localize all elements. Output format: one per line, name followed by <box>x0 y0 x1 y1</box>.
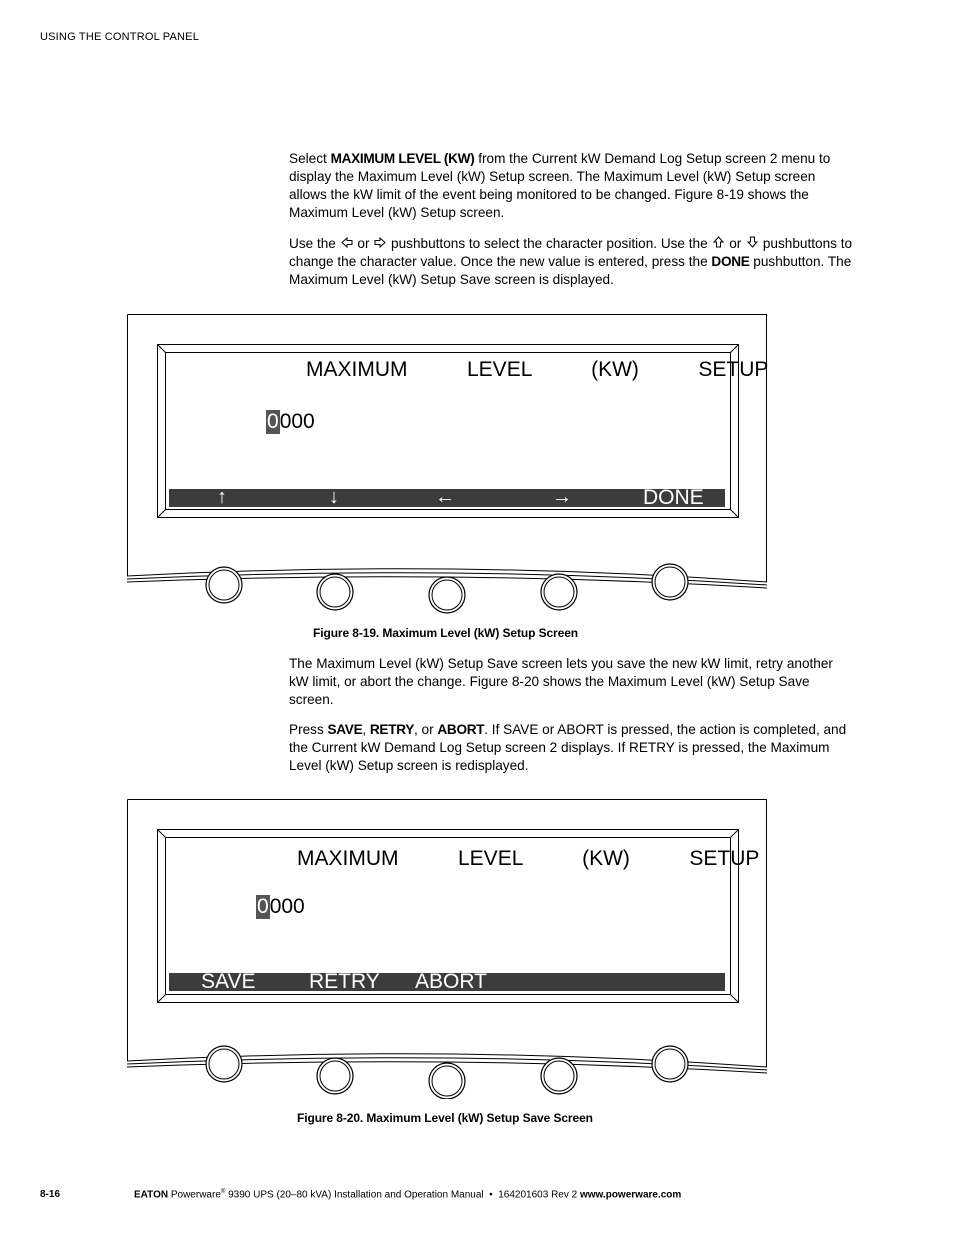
para1-bold-menu-item: MAXIMUM LEVEL (KW) <box>330 151 475 166</box>
abort-softkey: ABORT <box>415 973 487 991</box>
para2-bold-done: DONE <box>711 254 750 269</box>
left-arrow-softkey: ← <box>435 489 455 507</box>
figure-8-19-control-panel <box>127 314 767 614</box>
para2-text-b: or <box>353 236 374 251</box>
pushbutton-5[interactable] <box>652 564 688 600</box>
lcd-screen-title: MAXIMUM LEVEL (KW) SETUP <box>306 358 769 381</box>
pushbutton-4[interactable] <box>541 574 577 610</box>
para4-bold-abort: ABORT <box>437 722 485 737</box>
figure-8-20-caption: Figure 8-20. Maximum Level (kW) Setup Save Screen <box>297 1111 593 1125</box>
footer-product: Powerware <box>168 1189 221 1201</box>
value-cursor-digit: 0 <box>257 895 269 918</box>
right-arrow-softkey: → <box>552 489 572 507</box>
down-arrow-outline-icon <box>745 235 759 253</box>
softkey-bar <box>169 489 725 507</box>
up-arrow-outline-icon <box>711 235 725 253</box>
pushbutton-4[interactable] <box>541 1058 577 1094</box>
pushbutton-3[interactable] <box>429 1063 465 1099</box>
section-header: USING THE CONTROL PANEL <box>40 31 200 43</box>
retry-softkey: RETRY <box>309 973 380 991</box>
pushbutton-1[interactable] <box>206 1046 242 1082</box>
down-arrow-softkey: ↓ <box>329 489 339 507</box>
para2-text-a: Use the <box>289 236 340 251</box>
pushbutton-3[interactable] <box>429 577 465 613</box>
footer-registered-mark: ® <box>220 1189 226 1195</box>
pushbutton-5[interactable] <box>652 1046 688 1082</box>
lcd-value-field[interactable] <box>266 410 315 434</box>
lcd-value-field[interactable] <box>256 895 305 919</box>
para1-text-post: from the Current kW Demand Log Setup screen 2 menu to display the Maximum Level (kW) Setup screen. The Maximum Level (kW) Setup screen allows the kW limit of the event being monitored to be changed. Figure 8-19 shows the Maximum Level (kW) Setup screen. <box>289 151 831 220</box>
figure-8-20-control-panel <box>127 799 767 1099</box>
page-number: 8-16 <box>40 1189 61 1200</box>
footer-brand: EATON <box>134 1189 169 1201</box>
para2-text-d: or <box>725 236 746 251</box>
para4-bold-save: SAVE <box>327 722 363 737</box>
para4-text-c: , or <box>413 722 438 737</box>
para4-bold-retry: RETRY <box>369 722 414 737</box>
save-softkey: SAVE <box>201 973 256 991</box>
value-remaining-digits: 000 <box>279 410 315 433</box>
pushbutton-1[interactable] <box>206 567 242 603</box>
para1-text-pre: Select <box>289 151 331 166</box>
control-panel-illustration <box>127 799 767 1099</box>
para2-text-c: pushbuttons to select the character position. Use the <box>387 236 712 251</box>
para2-text-e: pushbuttons to change the character value. Once the new value is entered, press the <box>289 236 853 269</box>
value-remaining-digits: 000 <box>269 895 305 918</box>
footer-url: www.powerware.com <box>579 1189 682 1201</box>
press-options-paragraph <box>289 721 855 775</box>
value-cursor-digit: 0 <box>267 410 279 433</box>
para4-text-b: , <box>362 722 370 737</box>
left-arrow-outline-icon <box>340 235 354 253</box>
figure-8-19-caption: Figure 8-19. Maximum Level (kW) Setup Screen <box>313 626 579 640</box>
lcd-screen-title: MAXIMUM LEVEL (KW) SETUP <box>297 847 760 870</box>
right-arrow-outline-icon <box>373 235 387 253</box>
intro-paragraph <box>289 150 855 222</box>
pushbutton-2[interactable] <box>317 574 353 610</box>
instructions-paragraph <box>289 235 855 289</box>
footer-citation <box>134 1189 681 1200</box>
footer-manual-info: 9390 UPS (20–80 kVA) Installation and Operation Manual • 164201603 Rev 2 <box>225 1189 580 1201</box>
save-screen-paragraph: The Maximum Level (kW) Setup Save screen lets you save the new kW limit, retry another kW limit, or abort the change. Figure 8-20 shows the Maximum Level (kW) Setup Save screen. <box>289 656 833 707</box>
pushbutton-2[interactable] <box>317 1058 353 1094</box>
up-arrow-softkey: ↑ <box>217 489 227 507</box>
para4-text-d: . If SAVE or ABORT is pressed, the action is completed, and the Current kW Demand Log Setup screen 2 displays. If RETRY is pressed, the Maximum Level (kW) Setup screen is redisplayed. <box>289 722 847 773</box>
done-softkey: DONE <box>643 489 704 507</box>
para2-text-f: pushbutton. The Maximum Level (kW) Setup Save screen is displayed. <box>289 254 852 287</box>
para4-text-a: Press <box>289 722 328 737</box>
softkey-bar <box>169 973 725 991</box>
